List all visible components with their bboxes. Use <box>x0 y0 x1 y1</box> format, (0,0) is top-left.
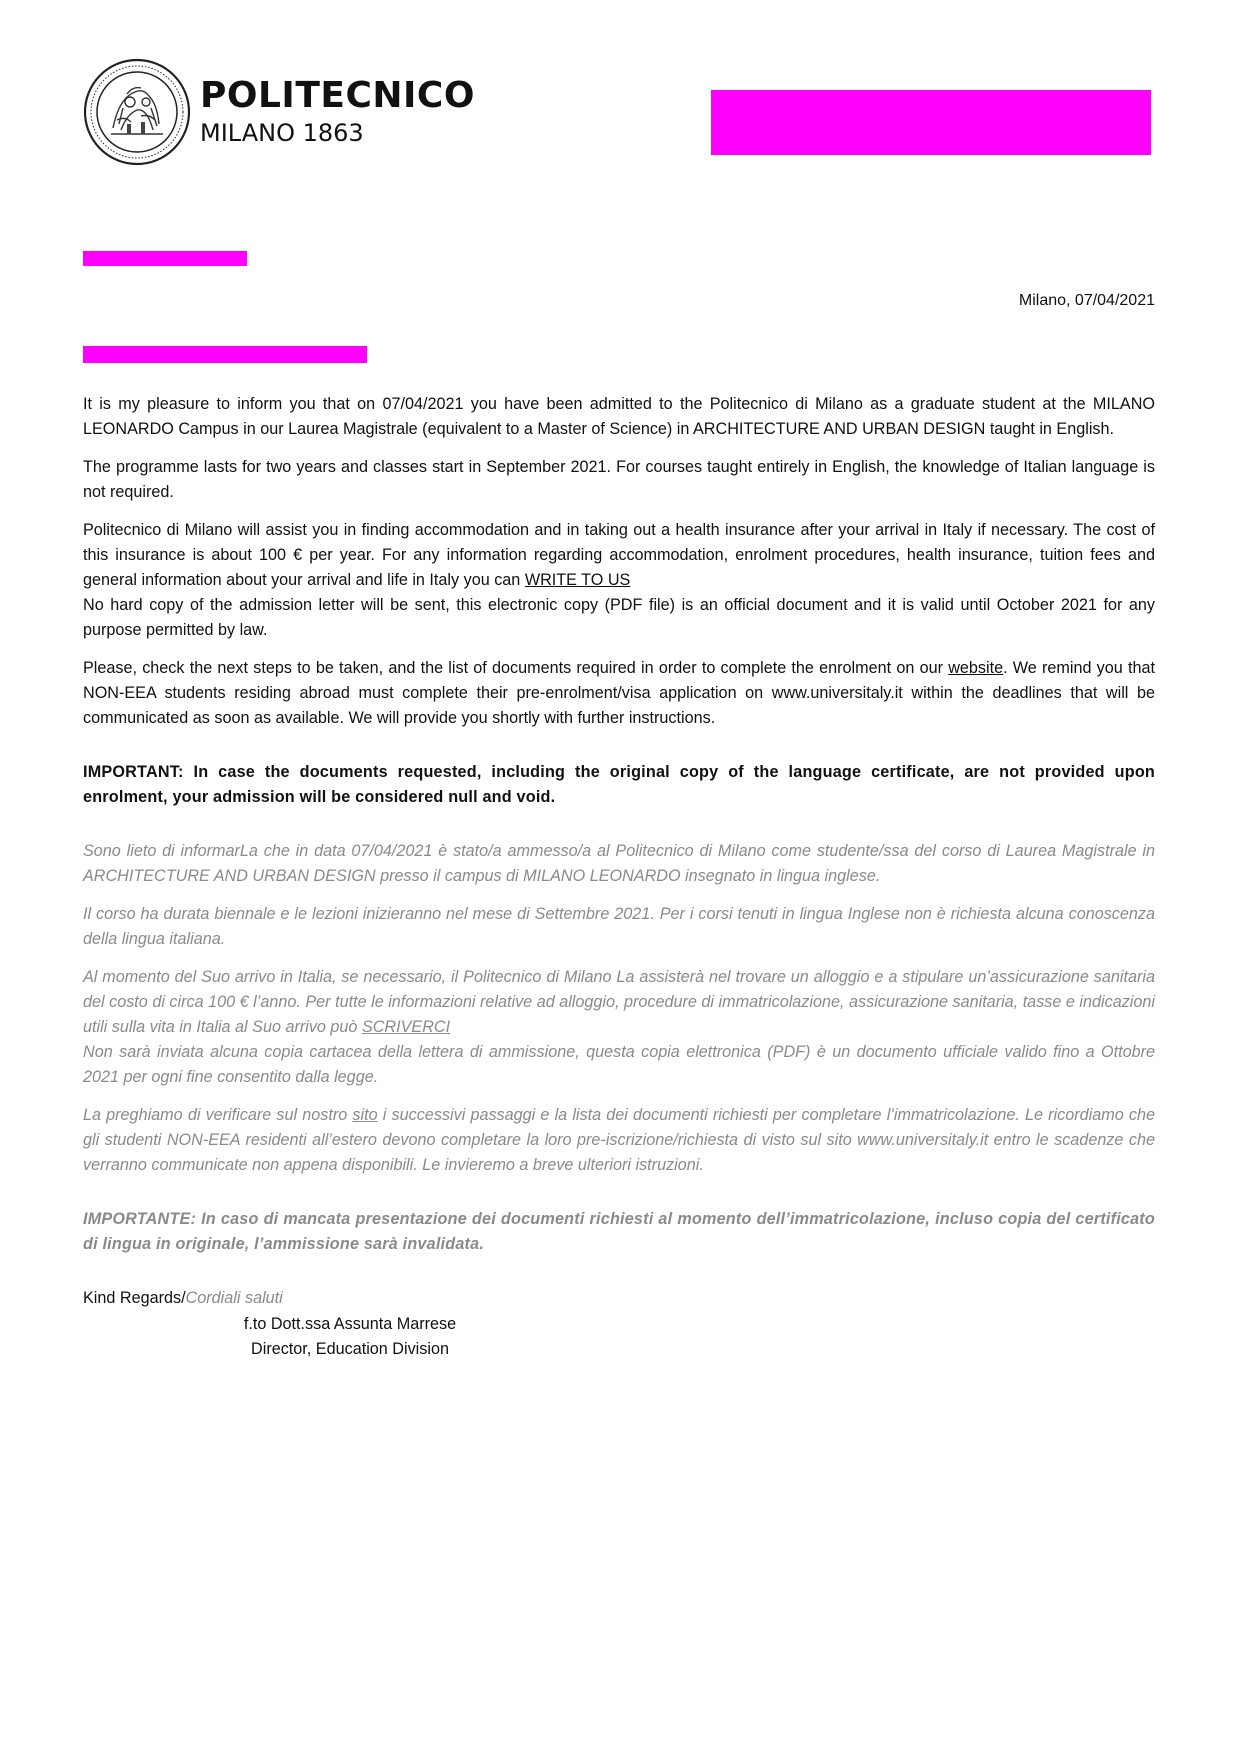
italian-paragraph-programme: Il corso ha durata biennale e le lezioni inizieranno nel mese di Settembre 2021. Per i corsi tenuti in lingua Inglese non è richiesta alcuna conoscenza della lingua italiana. <box>83 905 1155 948</box>
closing-regards <box>83 1286 1155 1311</box>
seal-emblem-icon <box>83 58 191 166</box>
english-assistance-text: Politecnico di Milano will assist you in finding accommodation and in taking out a health insurance after your arrival in Italy if necessary. The cost of this insurance is about 100 € per year. For any information regarding accommodation, enrolment procedures, health insurance, tuition fees and general information about your arrival and life in Italy you can <box>83 521 1155 589</box>
english-important-notice: IMPORTANT: In case the documents requested, including the original copy of the language certificate, are not provided upon enrolment, your admission will be considered null and void. <box>83 763 1155 806</box>
letter-body <box>83 392 1155 1324</box>
italian-paragraph-assistance <box>83 965 1155 1040</box>
redaction-box-name <box>83 251 247 266</box>
english-paragraph-hard-copy: No hard copy of the admission letter will be sent, this electronic copy (PDF file) is an official document and it is valid until October 2021 for any purpose permitted by law. <box>83 596 1155 639</box>
italian-important-notice: IMPORTANTE: In caso di mancata presentazione dei documenti richiesti al momento dell’immatricolazione, incluso copia del certificato di lingua in originale, l’ammissione sarà invalidata. <box>83 1210 1155 1253</box>
university-wordmark <box>200 76 475 148</box>
university-logo <box>83 58 475 168</box>
english-paragraph-programme: The programme lasts for two years and classes start in September 2021. For courses taught entirely in English, the knowledge of Italian language is not required. <box>83 458 1155 501</box>
closing-regards-english: Kind Regards/ <box>83 1289 186 1307</box>
website-link[interactable]: website <box>948 659 1004 677</box>
institution-subtitle: MILANO 1863 <box>200 119 364 147</box>
institution-name: POLITECNICO <box>200 75 475 116</box>
scriverci-link[interactable]: SCRIVERCI <box>361 1018 451 1036</box>
italian-next-steps-text-b: i successivi passaggi e la lista dei documenti richiesti per completare l’immatricolazione. Le ricordiamo che gli studenti NON-EEA residenti all’estero devono completare la loro pre-iscrizione/richiesta di visto sul sito www.universitaly.it entro le scadenze che verranno communicate non appena disponibili. Le invieremo a breve ulteriori istruzioni. <box>83 1106 1155 1174</box>
redaction-box-header <box>711 90 1151 155</box>
italian-paragraph-hard-copy: Non sarà inviata alcuna copia cartacea della lettera di ammissione, questa copia elettronica (PDF) è un documento ufficiale valido fino a Ottobre 2021 per ogni fine consentito dalla legge. <box>83 1043 1155 1086</box>
signature-block <box>240 1312 460 1362</box>
english-next-steps-text-a: Please, check the next steps to be taken, and the list of documents required in order to complete the enrolment on our <box>83 659 949 677</box>
italian-next-steps-text-a: La preghiamo di verificare sul nostro <box>83 1106 353 1124</box>
sito-link[interactable]: sito <box>352 1106 378 1124</box>
redaction-box-address <box>83 346 367 363</box>
english-next-steps-text-b: . We remind you that NON-EEA students residing abroad must complete their pre-enrolment/visa application on www.universitaly.it within the deadlines that will be communicated as soon as available. We will provide you shortly with further instructions. <box>83 659 1155 727</box>
english-paragraph-admission: It is my pleasure to inform you that on 07/04/2021 you have been admitted to the Politecnico di Milano as a graduate student at the MILANO LEONARDO Campus in our Laurea Magistrale (equivalent to a Master of Science) in ARCHITECTURE AND URBAN DESIGN taught in English. <box>83 395 1155 438</box>
signatory-title: Director, Education Division <box>251 1340 449 1358</box>
letter-date: Milano, 07/04/2021 <box>1018 292 1155 309</box>
signatory-name: f.to Dott.ssa Assunta Marrese <box>243 1315 457 1333</box>
english-paragraph-assistance <box>83 518 1155 593</box>
italian-paragraph-admission: Sono lieto di informarLa che in data 07/04/2021 è stato/a ammesso/a al Politecnico di Milano come studente/ssa del corso di Laurea Magistrale in ARCHITECTURE AND URBAN DESIGN presso il campus di MILANO LEONARDO insegnato in lingua inglese. <box>83 842 1155 885</box>
italian-paragraph-next-steps <box>83 1103 1155 1178</box>
italian-assistance-text: Al momento del Suo arrivo in Italia, se necessario, il Politecnico di Milano La assisterà nel trovare un alloggio e a stipulare un’assicurazione sanitaria del costo di circa 100 € l’anno. Per tutte le informazioni relative ad alloggio, procedure di immatricolazione, assicurazione sanitaria, tasse e indicazioni utili sulla vita in Italia al Suo arrivo può <box>83 968 1155 1036</box>
closing-regards-italian: Cordiali saluti <box>185 1289 283 1307</box>
write-to-us-link[interactable]: WRITE TO US <box>524 571 631 589</box>
english-paragraph-next-steps <box>83 656 1155 731</box>
